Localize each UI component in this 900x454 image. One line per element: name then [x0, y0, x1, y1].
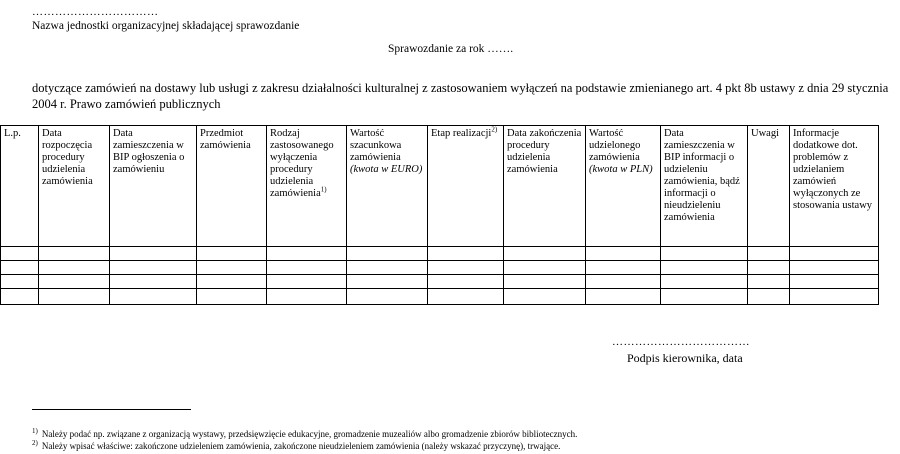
footnote-2-text: Należy wpisać właściwe: zakończone udzieleniem zamówienia, zakończone nieudzieleniem zamówienia (należy wskazać przyczynę), trwające.	[41, 441, 561, 451]
table-cell[interactable]	[586, 275, 661, 289]
table-cell[interactable]	[428, 261, 504, 275]
table-cell[interactable]	[504, 261, 586, 275]
table-cell[interactable]	[110, 247, 197, 261]
table-cell[interactable]	[504, 275, 586, 289]
table-cell[interactable]	[790, 275, 879, 289]
table-cell[interactable]	[347, 289, 428, 305]
table-cell[interactable]	[197, 275, 267, 289]
table-cell[interactable]	[267, 289, 347, 305]
table-cell[interactable]	[39, 247, 110, 261]
table-cell[interactable]	[267, 247, 347, 261]
table-cell[interactable]	[39, 289, 110, 305]
table-cell[interactable]	[197, 289, 267, 305]
table-cell[interactable]	[504, 289, 586, 305]
footnote-ref-2: 2)	[491, 125, 498, 134]
org-name-dots: ……………………………	[32, 6, 159, 18]
table-cell[interactable]	[428, 275, 504, 289]
table-cell[interactable]	[110, 261, 197, 275]
col-bip-info-date: Data zamieszczenia w BIP informacji o udzieleniu zamówienia, bądź informacji o nieudzieleniu zamówienia	[661, 126, 748, 247]
table-row	[1, 275, 879, 289]
org-name-label: Nazwa jednostki organizacyjnej składającej sprawozdanie	[32, 20, 300, 32]
table-cell[interactable]	[586, 289, 661, 305]
table-cell[interactable]	[586, 261, 661, 275]
col-bip-date: Data zamieszczenia w BIP ogłoszenia o zamówieniu	[110, 126, 197, 247]
footnote-divider	[32, 409, 191, 410]
report-title: Sprawozdanie za rok …….	[388, 43, 514, 55]
footnote-1	[32, 429, 577, 440]
table-row	[1, 261, 879, 275]
col-procedure-type: Rodzaj zastosowanego wyłączenia procedury udzielenia zamówienia$^{1)}$	[267, 126, 347, 247]
table-cell[interactable]	[347, 275, 428, 289]
table-cell[interactable]	[661, 261, 748, 275]
table-cell[interactable]	[39, 261, 110, 275]
footnote-1-text: Należy podać np. związane z organizacją wystawy, przedsięwzięcie edukacyjne, gromadzenie muzealiów albo gromadzenie zbiorów bibliotecznych.	[41, 429, 578, 439]
col-end-date: Data zakończenia procedury udzielenia zamówienia	[504, 126, 586, 247]
signature-dots: ………………………………	[612, 336, 750, 348]
col-start-date: Data rozpoczęcia procedury udzielenia zamówienia	[39, 126, 110, 247]
table-cell[interactable]	[197, 247, 267, 261]
footnote-2	[32, 441, 560, 452]
table-cell[interactable]	[661, 289, 748, 305]
table-header-row	[1, 126, 879, 247]
table-cell[interactable]	[1, 247, 39, 261]
table-cell[interactable]	[661, 275, 748, 289]
value-awarded-unit: (kwota w PLN)	[589, 164, 653, 175]
report-subject: dotyczące zamówień na dostawy lub usługi z zakresu działalności kulturalnej z zastosowaniem wyłączeń na podstawie zmienianego art. 4 pkt 8b ustawy z dnia 29 stycznia 2004 r. Prawo zamówień publicznych	[32, 81, 889, 111]
footnote-1-mark: 1)	[32, 427, 38, 435]
col-value-est: Wartość szacunkowa zamówienia (kwota w EURO)	[347, 126, 428, 247]
table-cell[interactable]	[267, 261, 347, 275]
table-cell[interactable]	[661, 247, 748, 261]
table-cell[interactable]	[790, 261, 879, 275]
table-cell[interactable]	[39, 275, 110, 289]
footnote-2-mark: 2)	[32, 439, 38, 447]
table-cell[interactable]	[347, 247, 428, 261]
col-value-awarded: Wartość udzielonego zamówienia (kwota w PLN)	[586, 126, 661, 247]
table-cell[interactable]	[748, 261, 790, 275]
table-cell[interactable]	[197, 261, 267, 275]
signature-label: Podpis kierownika, data	[627, 351, 743, 365]
table-cell[interactable]	[790, 247, 879, 261]
footnote-ref-1: 1)	[320, 185, 327, 194]
table-cell[interactable]	[110, 275, 197, 289]
col-stage: Etap realizacji$^{2)}$	[428, 126, 504, 247]
table-cell[interactable]	[1, 261, 39, 275]
table-cell[interactable]	[748, 275, 790, 289]
col-extra-info: Informacje dodatkowe dot. problemów z udzielaniem zamówień wyłączonych ze stosowania ustawy	[790, 126, 879, 247]
table-cell[interactable]	[748, 247, 790, 261]
table-cell[interactable]	[748, 289, 790, 305]
table-cell[interactable]	[1, 275, 39, 289]
table-row	[1, 289, 879, 305]
table-cell[interactable]	[347, 261, 428, 275]
table-cell[interactable]	[428, 289, 504, 305]
table-cell[interactable]	[790, 289, 879, 305]
col-remarks: Uwagi	[748, 126, 790, 247]
table-row	[1, 247, 879, 261]
table-cell[interactable]	[267, 275, 347, 289]
value-est-unit: (kwota w EURO)	[350, 164, 423, 175]
table-cell[interactable]	[586, 247, 661, 261]
col-lp: L.p.	[1, 126, 39, 247]
table-cell[interactable]	[110, 289, 197, 305]
table-cell[interactable]	[428, 247, 504, 261]
report-table	[0, 125, 879, 305]
table-cell[interactable]	[504, 247, 586, 261]
table-cell[interactable]	[1, 289, 39, 305]
col-subject: Przedmiot zamówienia	[197, 126, 267, 247]
